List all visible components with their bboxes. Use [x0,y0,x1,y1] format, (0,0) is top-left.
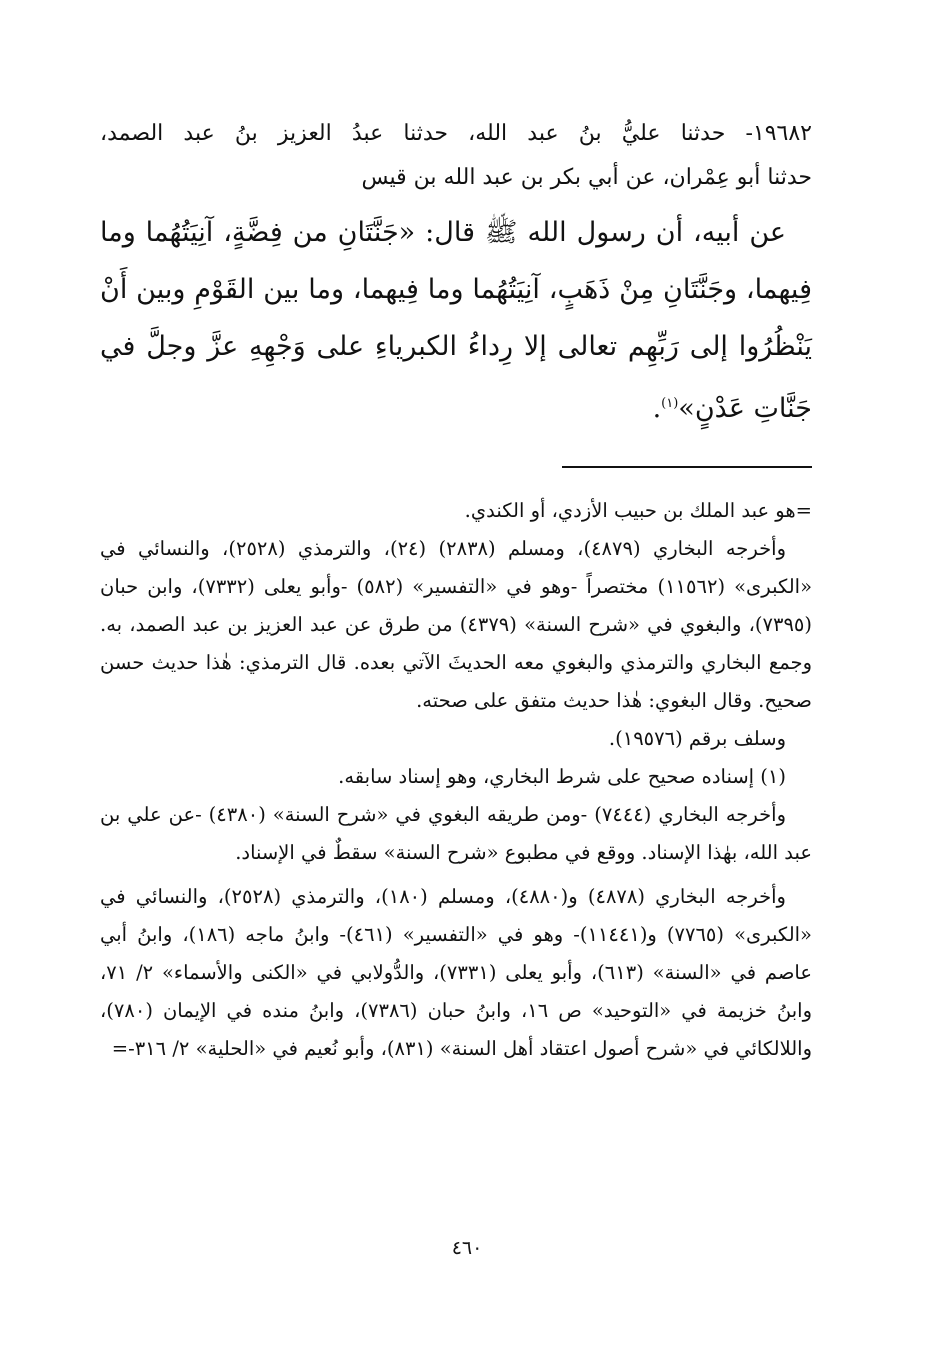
isnad-line-1: ١٩٦٨٢- حدثنا عليُّ بنُ عبد الله، حدثنا عبدُ العزيز بنُ عبد الصمد، [100,121,812,146]
matn-text: عن أبيه، أن رسول الله ﷺ قال: «جَنَّتَانِ من فِضَّةٍ، آنِيَتُهُما وما فِيهما، وجَنَّتَانِ مِنْ ذَهَبٍ، آنِيَتُهُما وما فِيهما، وما بين القَوْمِ وبين أَنْ يَنْظُرُوا إلى رَبِّهِم تعالى إلا رِداءُ الكبرياءِ على وَجْهِهِ عزَّ وجلَّ في جَنَّاتِ عَدْنٍ» [100,217,812,424]
footnote-ref: (١) [661,396,679,411]
hadith-matn [100,204,812,437]
footnote-continuation: =هو عبد الملك بن حبيب الأزدي، أو الكندي. [464,499,812,522]
footnote-1: (١) إسناده صحيح على شرط البخاري، وهو إسناد سابقه. [338,765,786,788]
page-number: ٤٦٠ [451,1237,483,1259]
footnote-1-more: وأخرجه البخاري (٤٨٧٨) و(٤٨٨٠)، ومسلم (١٨٠)، والترمذي (٢٥٢٨)، والنسائي في «الكبرى» (٧٧٦٥) و(١١٤٤١)- وهو في «التفسير» (٤٦١)- وابنُ ماجه (١٨٦)، وابنُ أبي عاصم في «السنة» (٦١٣)، وأبو يعلى (٧٣٣١)، والدُّولابي في «الكنى والأسماء» ٢/ ٧١، وابنُ خزيمة في «التوحيد» ص ١٦، وابنُ حبان (٧٣٨٦)، وابنُ منده في الإيمان (٧٨٠)، واللالكائي في «شرح أصول اعتقاد أهل السنة» (٨٣١)، وأبو نُعيم في «الحلية» ٢/ ٣١٦-= [100,885,813,1060]
footnote-takhrij: وأخرجه البخاري (٤٨٧٩)، ومسلم (٢٨٣٨) (٢٤)، والترمذي (٢٥٢٨)، والنسائي في «الكبرى» (١١٥٦٢) مختصراً -وهو في «التفسير» (٥٨٢) -وأبو يعلى (٧٣٣٢)، وابن حبان (٧٣٩٥)، والبغوي في «شرح السنة» (٤٣٧٩) من طرق عن عبد العزيز بن عبد الصمد، به. وجمع البخاري والترمذي والبغوي معه الحديثَ الآتي بعده. قال الترمذي: هٰذا حديث حسن صحيح. وقال البغوي: هٰذا حديث متفق على صحته. [100,537,813,712]
footnote-separator [562,466,812,468]
matn-end: . [652,393,662,424]
footnote-salaf: وسلف برقم (١٩٥٧٦). [608,727,786,750]
footnotes [100,492,812,1068]
hadith-isnad [100,112,812,200]
footnote-1-takhrij: وأخرجه البخاري (٧٤٤٤) -ومن طريقه البغوي في «شرح السنة» (٤٣٨٠) -عن علي بن عبد الله، بهٰذا الإسناد. ووقع في مطبوع «شرح السنة» سقطٌ في الإسناد. [100,803,812,864]
page-body [100,112,813,1060]
isnad-line-2: حدثنا أبو عِمْران، عن أبي بكر بن عبد الله بن قيس [361,165,812,190]
